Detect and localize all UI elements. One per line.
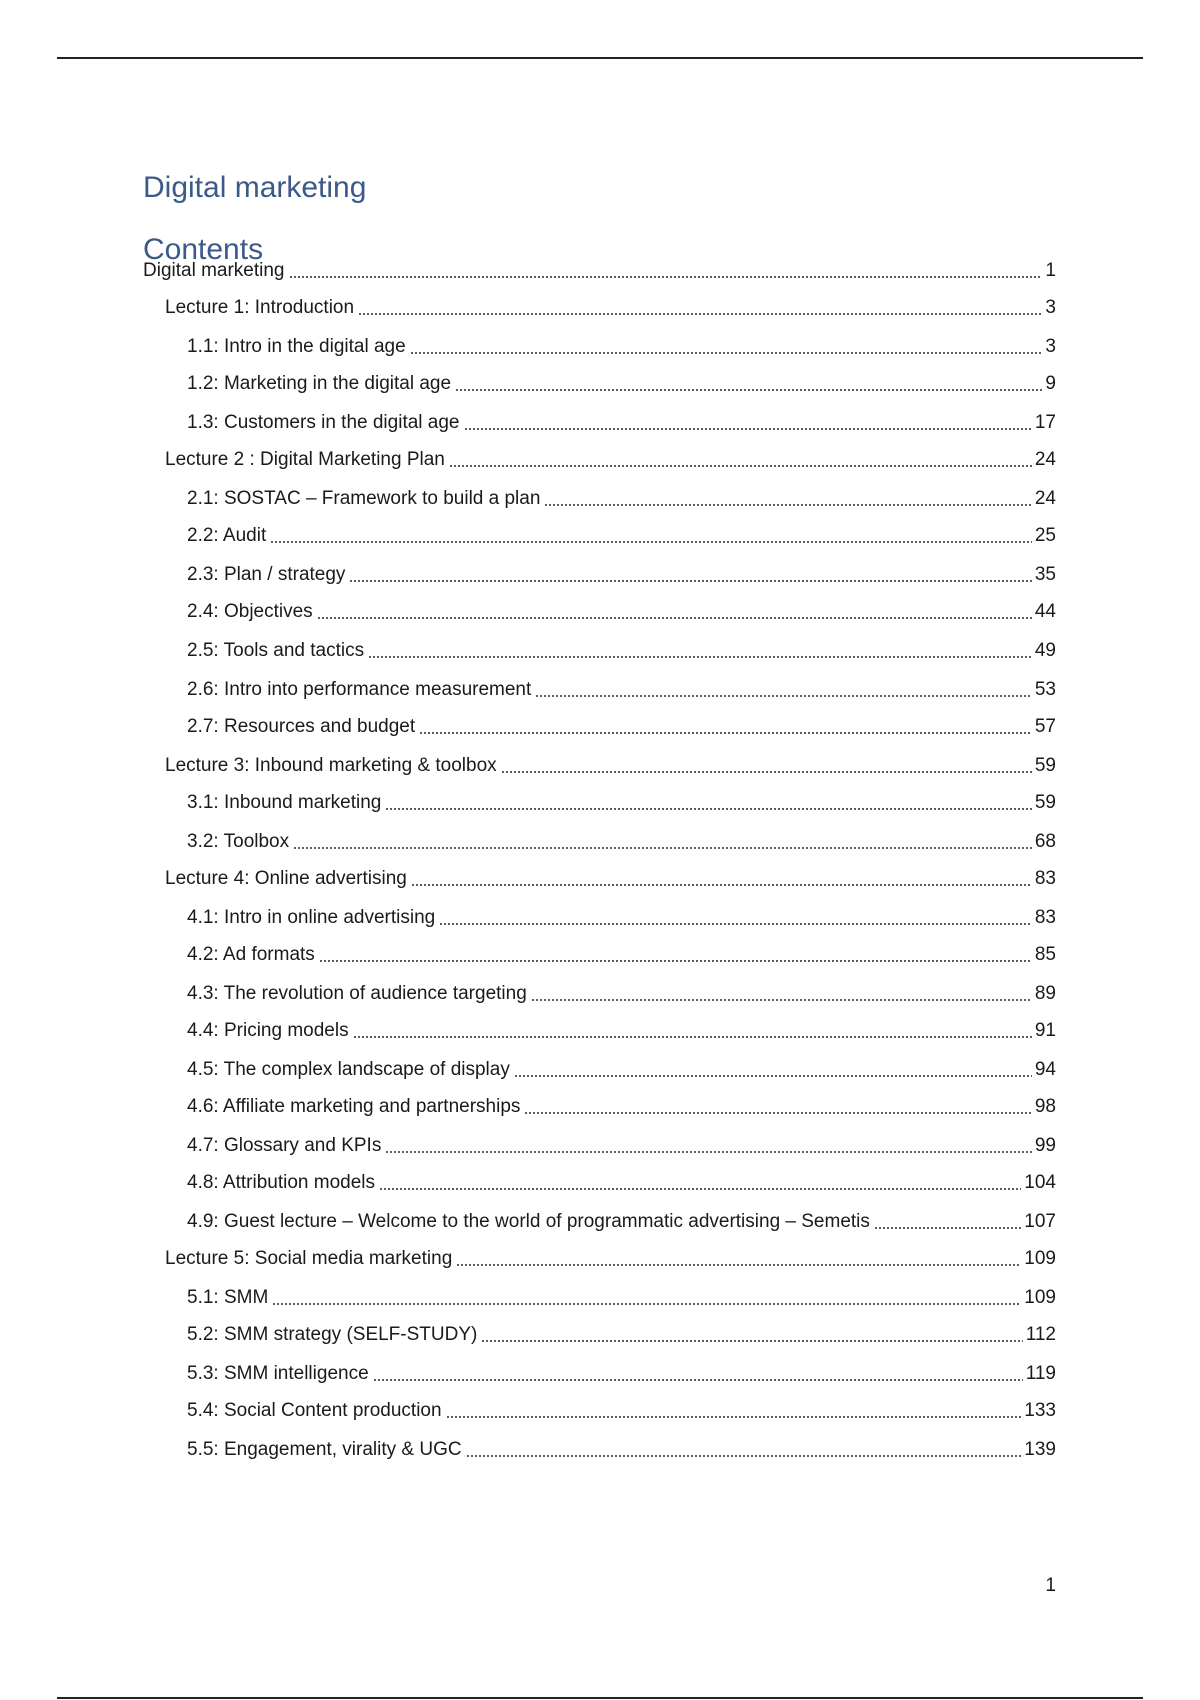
toc-entry[interactable] — [187, 559, 1056, 587]
toc-entry-title: 4.2: Ad formats — [187, 944, 315, 965]
toc-entry-title: 5.2: SMM strategy (SELF-STUDY) — [187, 1324, 478, 1345]
toc-entry[interactable] — [187, 483, 1056, 511]
dot-leader — [535, 695, 1032, 697]
toc-entry-title: 1.2: Marketing in the digital age — [187, 373, 452, 394]
toc-entry-title: Lecture 3: Inbound marketing & toolbox — [165, 755, 497, 776]
toc-entry-page: 99 — [1034, 1135, 1056, 1156]
toc-entry[interactable] — [165, 1243, 1056, 1271]
toc-entry-page: 3 — [1045, 297, 1056, 318]
dot-leader — [466, 1455, 1022, 1457]
toc-entry[interactable] — [187, 711, 1056, 739]
toc-entry[interactable] — [187, 1206, 1056, 1234]
dot-leader — [501, 771, 1032, 773]
toc-entry-title: 2.4: Objectives — [187, 601, 313, 622]
toc-entry-page: 9 — [1045, 373, 1056, 394]
toc-entry[interactable] — [187, 939, 1056, 967]
toc-entry-page: 49 — [1034, 640, 1056, 661]
toc-entry-title: 5.4: Social Content production — [187, 1400, 442, 1421]
toc-entry-page: 59 — [1034, 792, 1056, 813]
dot-leader — [353, 1036, 1032, 1038]
toc-entry-title: 5.1: SMM — [187, 1287, 269, 1308]
toc-entry[interactable] — [187, 1319, 1056, 1347]
toc-entry-page: 3 — [1045, 336, 1056, 357]
toc-entry[interactable] — [143, 255, 1056, 283]
dot-leader — [544, 504, 1031, 506]
toc-entry[interactable] — [187, 635, 1056, 663]
toc-entry[interactable] — [187, 787, 1056, 815]
toc-entry-title: 2.6: Intro into performance measurement — [187, 679, 532, 700]
toc-entry-title: Lecture 5: Social media marketing — [165, 1248, 453, 1269]
toc-entry-page: 94 — [1034, 1059, 1056, 1080]
toc-entry-page: 83 — [1034, 907, 1056, 928]
toc-entry-page: 17 — [1034, 412, 1056, 433]
toc-entry[interactable] — [165, 292, 1056, 320]
toc-entry[interactable] — [187, 1091, 1056, 1119]
dot-leader — [446, 1416, 1022, 1418]
toc-entry[interactable] — [187, 1167, 1056, 1195]
toc-entry-page: 104 — [1024, 1172, 1056, 1193]
toc-entry-page: 98 — [1034, 1096, 1056, 1117]
toc-entry[interactable] — [187, 978, 1056, 1006]
dot-leader — [270, 541, 1032, 543]
dot-leader — [379, 1188, 1021, 1190]
dot-leader — [272, 1303, 1021, 1305]
toc-entry-title: 2.5: Tools and tactics — [187, 640, 365, 661]
toc-heading: Contents — [143, 233, 264, 266]
toc-entry-title: 1.1: Intro in the digital age — [187, 336, 406, 357]
toc-entry[interactable] — [187, 902, 1056, 930]
toc-entry-title: 3.2: Toolbox — [187, 831, 290, 852]
toc-entry-title: 4.9: Guest lecture – Welcome to the world of programmatic advertising – Semetis — [187, 1211, 870, 1232]
dot-leader — [293, 847, 1032, 849]
dot-leader — [874, 1227, 1021, 1229]
toc-entry-title: Lecture 2 : Digital Marketing Plan — [165, 449, 445, 470]
toc-entry-title: 4.3: The revolution of audience targeting — [187, 983, 527, 1004]
dot-leader — [385, 808, 1032, 810]
dot-leader — [373, 1379, 1023, 1381]
dot-leader — [419, 732, 1032, 734]
dot-leader — [524, 1112, 1031, 1114]
toc-entry-page: 44 — [1034, 601, 1056, 622]
dot-leader — [358, 313, 1042, 315]
toc-entry-page: 85 — [1034, 944, 1056, 965]
footer-rule — [57, 1697, 1143, 1699]
toc-entry-title: 4.1: Intro in online advertising — [187, 907, 436, 928]
toc-entry[interactable] — [187, 826, 1056, 854]
toc-entry-title: 2.3: Plan / strategy — [187, 564, 346, 585]
toc-entry-title: Lecture 4: Online advertising — [165, 868, 407, 889]
dot-leader — [456, 1264, 1021, 1266]
dot-leader — [385, 1151, 1032, 1153]
toc-entry-page: 139 — [1024, 1439, 1056, 1460]
toc-entry-page: 24 — [1034, 449, 1056, 470]
toc-entry-title: 3.1: Inbound marketing — [187, 792, 382, 813]
toc-entry-page: 133 — [1024, 1400, 1056, 1421]
toc-entry-page: 109 — [1024, 1248, 1056, 1269]
toc-entry-page: 25 — [1034, 525, 1056, 546]
dot-leader — [455, 389, 1042, 391]
dot-leader — [531, 999, 1032, 1001]
dot-leader — [410, 352, 1043, 354]
dot-leader — [464, 428, 1032, 430]
dot-leader — [289, 276, 1043, 278]
toc-entry[interactable] — [187, 1130, 1056, 1158]
toc-entry[interactable] — [187, 1358, 1056, 1386]
toc-entry-title: 5.5: Engagement, virality & UGC — [187, 1439, 462, 1460]
toc-entry-page: 112 — [1025, 1324, 1056, 1345]
dot-leader — [317, 617, 1032, 619]
toc-entry-title: 4.8: Attribution models — [187, 1172, 375, 1193]
toc-entry-title: 4.6: Affiliate marketing and partnerships — [187, 1096, 521, 1117]
toc-entry-title: 4.4: Pricing models — [187, 1020, 349, 1041]
toc-entry-page: 107 — [1024, 1211, 1056, 1232]
toc-entry-page: 1 — [1045, 260, 1056, 281]
dot-leader — [411, 884, 1032, 886]
toc-entry-title: 2.1: SOSTAC – Framework to build a plan — [187, 488, 541, 509]
toc-entry-page: 109 — [1024, 1287, 1056, 1308]
toc-entry-page: 59 — [1034, 755, 1056, 776]
toc-entry[interactable] — [187, 674, 1056, 702]
toc-entry-page: 68 — [1034, 831, 1056, 852]
toc-entry[interactable] — [187, 520, 1056, 548]
toc-entry[interactable] — [187, 368, 1056, 396]
dot-leader — [439, 923, 1032, 925]
dot-leader — [449, 465, 1032, 467]
page-number: 1 — [1045, 1575, 1056, 1596]
toc-entry-page: 57 — [1034, 716, 1056, 737]
toc-entry[interactable] — [187, 1015, 1056, 1043]
toc-entry-page: 89 — [1034, 983, 1056, 1004]
toc-entry-title: 4.5: The complex landscape of display — [187, 1059, 510, 1080]
toc-entry-title: 1.3: Customers in the digital age — [187, 412, 460, 433]
toc-entry[interactable] — [187, 1054, 1056, 1082]
toc-entry[interactable] — [165, 444, 1056, 472]
toc-entry[interactable] — [187, 596, 1056, 624]
toc-entry[interactable] — [187, 1434, 1056, 1462]
dot-leader — [319, 960, 1032, 962]
toc-entry-page: 91 — [1034, 1020, 1056, 1041]
toc-entry-title: 5.3: SMM intelligence — [187, 1363, 369, 1384]
toc-entry-title: Lecture 1: Introduction — [165, 297, 355, 318]
toc-entry[interactable] — [187, 1282, 1056, 1310]
toc-entry-page: 35 — [1034, 564, 1056, 585]
toc-entry-page: 24 — [1034, 488, 1056, 509]
dot-leader — [368, 656, 1032, 658]
toc-entry[interactable] — [187, 1395, 1056, 1423]
toc-entry-title: 2.7: Resources and budget — [187, 716, 416, 737]
toc-entry[interactable] — [187, 331, 1056, 359]
document-title: Digital marketing — [143, 171, 367, 204]
toc-entry-title: 2.2: Audit — [187, 525, 267, 546]
toc-entry-title: 4.7: Glossary and KPIs — [187, 1135, 382, 1156]
toc-entry-page: 83 — [1034, 868, 1056, 889]
toc-entry[interactable] — [165, 750, 1056, 778]
toc-entry-title: Digital marketing — [143, 260, 285, 281]
dot-leader — [514, 1075, 1032, 1077]
toc-entry[interactable] — [165, 863, 1056, 891]
toc-entry[interactable] — [187, 407, 1056, 435]
dot-leader — [481, 1340, 1022, 1342]
toc-entry-page: 119 — [1025, 1363, 1056, 1384]
toc-entry-page: 53 — [1034, 679, 1056, 700]
dot-leader — [349, 580, 1031, 582]
